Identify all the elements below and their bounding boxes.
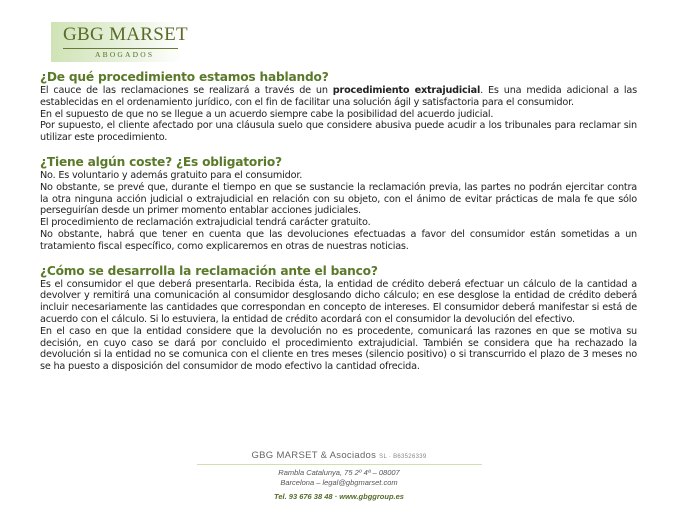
paragraph-text: . Es una medida adicional a las establecidas en el ordenamiento jurídico, con el fin de facilitar una solución ágil y satisfactoria para el consumidor. — [40, 85, 638, 108]
footer-legal-suffix: SL · B63526339 — [379, 454, 427, 460]
footer-contact: Tel. 93 676 38 48 · www.gbggroup.es — [274, 492, 404, 501]
paragraph: No obstante, habrá que tener en cuenta que las devoluciones efectuadas a favor del consumidor están sometidas a un tratamiento fiscal específico, como explicaremos en otras de nuestras noticias. — [40, 228, 637, 252]
paragraph: No. Es voluntario y además gratuito para el consumidor. — [40, 169, 303, 181]
footer-city-email: Barcelona – legal@gbgmarset.com — [280, 477, 398, 487]
paragraph: En el caso en que la entidad considere que la devolución no es procedente, comunicará las razones en que se motiva su decisión, en cuyo caso se dará por concluido el procedimiento extrajudicial. También se considera que ha rechazado la devolución si la entidad no se comunica con el cliente en tres meses (silencio positivo) o si transcurrido el plazo de 3 meses no se ha puesto a disposición del consumidor de modo efectivo la cantidad ofrecida. — [40, 325, 637, 373]
paragraph: Por supuesto, el cliente afectado por una cláusula suelo que considere abusiva puede acudir a los tribunales para reclamar sin utilizar este procedimiento. — [40, 120, 637, 144]
section-procedure — [40, 70, 637, 144]
logo-divider — [63, 48, 178, 49]
article-body — [40, 70, 637, 384]
section-claim-process — [40, 264, 637, 373]
page-footer — [0, 450, 678, 503]
company-logo — [51, 22, 188, 62]
logo-name: GBG MARSET — [63, 24, 188, 45]
paragraph — [40, 85, 637, 109]
paragraph: El procedimiento de reclamación extrajudicial tendrá carácter gratuito. — [40, 217, 371, 229]
footer-company — [0, 450, 678, 463]
section-cost — [40, 155, 637, 253]
paragraph: No obstante, se prevé que, durante el tiempo en que se sustancie la reclamación previa, las partes no podrán ejercitar contra la otra ninguna acción judicial o extrajudicial en relación con su objeto, con el ánimo de evitar prácticas de mala fe que sólo perseguirían desde un primer momento entablar acciones judiciales. — [40, 181, 637, 217]
paragraph: En el supuesto de que no se llegue a un acuerdo siempre cabe la posibilidad del acuerdo judicial. — [40, 108, 494, 120]
footer-company-name: GBG MARSET & Asociados — [251, 450, 377, 461]
paragraph-text: El cauce de las reclamaciones se realizará a través de un — [40, 85, 333, 96]
footer-address: Rambla Catalunya, 75 2º 4ª – 08007 — [278, 468, 400, 477]
section-title: ¿Cómo se desarrolla la reclamación ante el banco? — [40, 263, 378, 278]
footer-divider — [197, 464, 482, 465]
section-title: ¿Tiene algún coste? ¿Es obligatorio? — [40, 154, 282, 169]
highlight-text: procedimiento extrajudicial — [332, 85, 481, 96]
section-title: ¿De qué procedimiento estamos hablando? — [40, 70, 329, 84]
paragraph: Es el consumidor el que deberá presentarla. Recibida ésta, la entidad de crédito deberá efectuar un cálculo de la cantidad a devolver y remitirá una comunicación al consumidor desglosando dicho cálculo; en ese desglose la entidad de crédito deberá incluir necesariamente las cantidades que correspondan en concepto de intereses. El consumidor deberá manifestar si está de acuerdo con el cálculo. Si lo estuviera, la entidad de crédito acordará con el consumidor la devolución del efectivo. — [40, 278, 637, 325]
logo-subtitle: ABOGADOS — [95, 50, 155, 59]
